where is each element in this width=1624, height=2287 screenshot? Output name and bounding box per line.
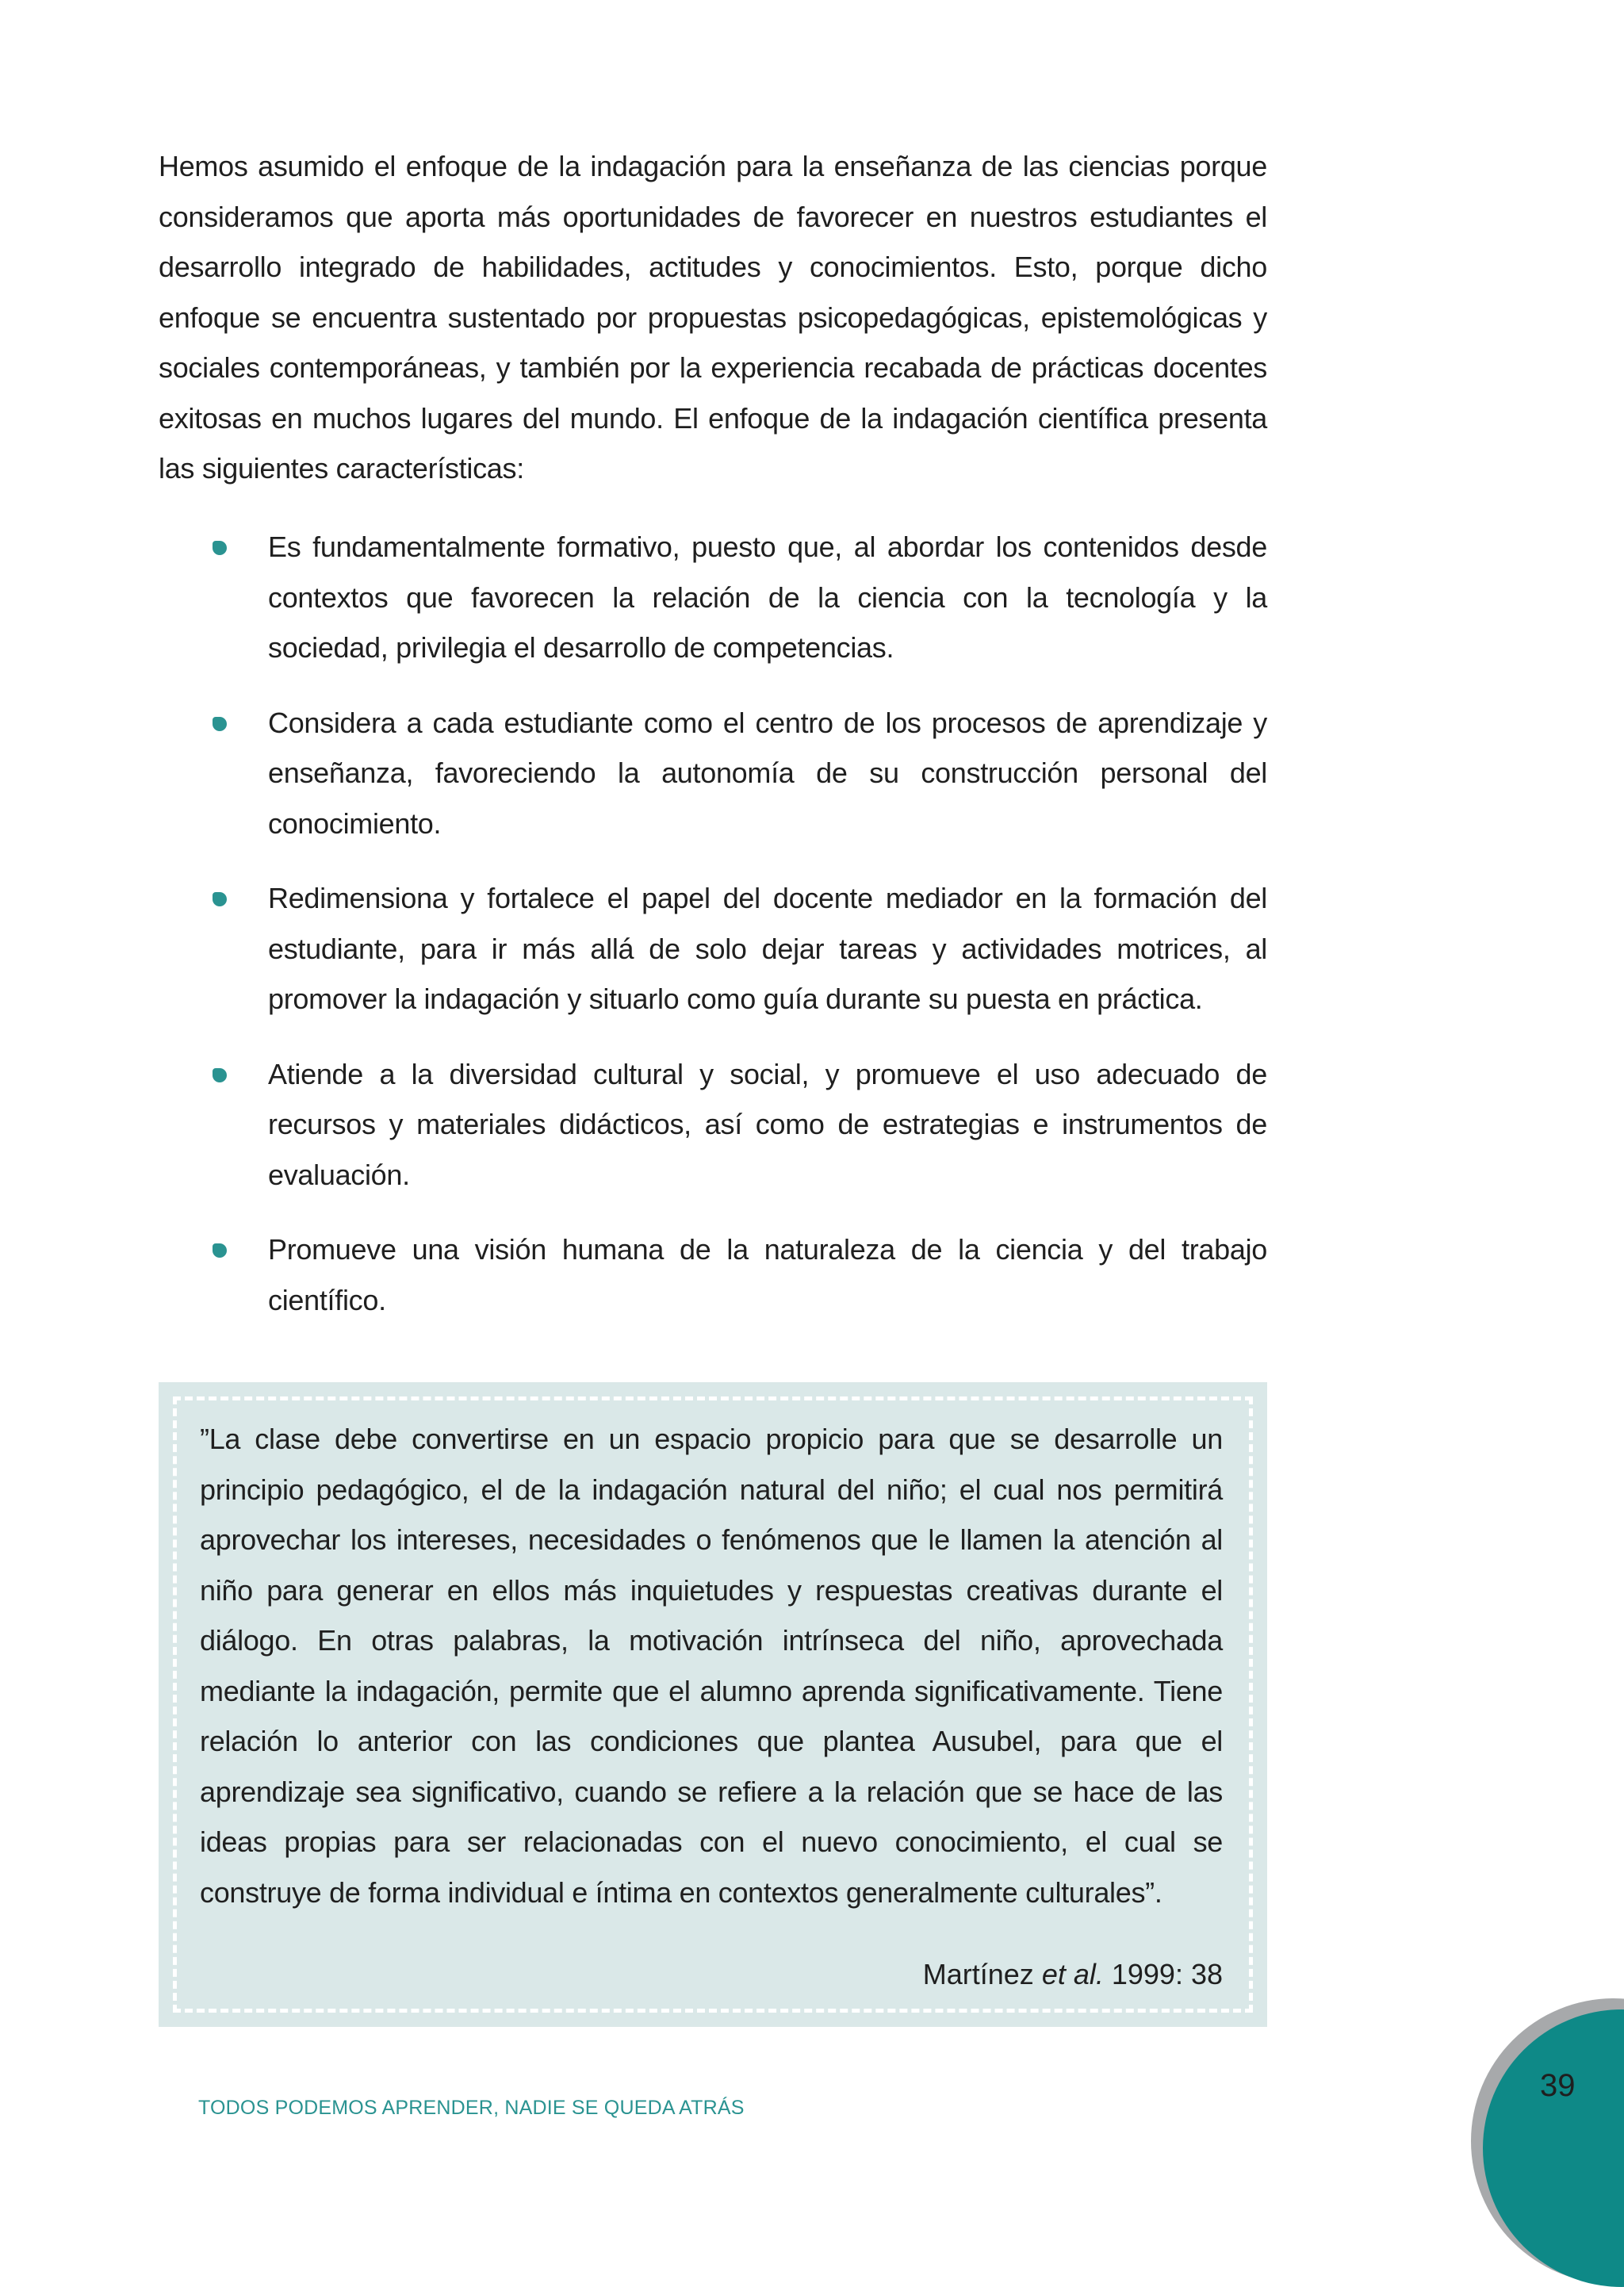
list-item (159, 873, 1267, 1025)
citation-etal: et al. (1041, 1958, 1104, 1990)
list-item-text: Es fundamentalmente formativo, puesto que, al abordar los contenidos desde contextos que favorecen la relación de la ciencia con la tecnología y la sociedad, privilegia el desarrollo de competencias. (268, 531, 1267, 664)
bullet-icon (213, 717, 227, 731)
citation-reference: 1999: 38 (1103, 1958, 1223, 1990)
bullet-icon (213, 1068, 227, 1082)
footer-motto: TODOS PODEMOS APRENDER, NADIE SE QUEDA ATRÁS (198, 2097, 745, 2119)
bullet-icon (213, 892, 227, 906)
page-number: 39 (1540, 2068, 1576, 2103)
list-item (159, 698, 1267, 849)
list-item (159, 1049, 1267, 1201)
list-item (159, 1224, 1267, 1325)
list-item-text: Redimensiona y fortalece el papel del docente mediador en la formación del estudiante, para ir más allá de solo dejar tareas y actividades motrices, al promover la indagación y situarlo como guía durante su puesta en práctica. (268, 882, 1267, 1015)
intro-paragraph: Hemos asumido el enfoque de la indagación para la enseñanza de las ciencias porque consideramos que aporta más oportunidades de favorecer en nuestros estudiantes el desarrollo integrado de habilidades, actitudes y conocimientos. Esto, porque dicho enfoque se encuentra sustentado por propuestas psicopedagógicas, epistemológicas y sociales contemporáneas, y también por la experiencia recabada de prácticas docentes exitosas en muchos lugares del mundo. El enfoque de la indagación científica presenta las siguientes características: (159, 150, 1267, 485)
quote-text: ”La clase debe convertirse en un espacio propicio para que se desarrolle un principio pedagógico, el de la indagación natural del niño; el cual nos permitirá aprovechar los intereses, necesidades o fenómenos que le llamen la atención al niño para generar en ellos más inquietudes y respuestas creativas durante el diálogo. En otras palabras, la motivación intrínseca del niño, aprovechada mediante la indagación, permite que el alumno aprenda significativamente. Tiene relación lo anterior con las condiciones que plantea Ausubel, para que el aprendizaje sea significativo, cuando se refiere a la relación que se hace de las ideas propias para ser relacionadas con el nuevo conocimiento, el cual se construye de forma individual e íntima en contextos generalmente culturales”. (200, 1423, 1223, 1909)
list-item (159, 522, 1267, 673)
citation-author: Martínez (922, 1958, 1042, 1990)
characteristics-list (159, 522, 1267, 1350)
quote-box (159, 1382, 1267, 2027)
list-item-text: Promueve una visión humana de la naturaleza de la ciencia y del trabajo científico. (268, 1233, 1267, 1316)
bullet-icon (213, 541, 227, 555)
list-item-text: Considera a cada estudiante como el centro de los procesos de aprendizaje y enseñanza, favoreciendo la autonomía de su construcción personal del conocimiento. (268, 706, 1267, 840)
quote-citation (923, 1955, 1223, 1994)
list-item-text: Atiende a la diversidad cultural y social, y promueve el uso adecuado de recursos y materiales didácticos, así como de estrategias e instrumentos de evaluación. (268, 1057, 1267, 1191)
bullet-icon (213, 1243, 227, 1258)
